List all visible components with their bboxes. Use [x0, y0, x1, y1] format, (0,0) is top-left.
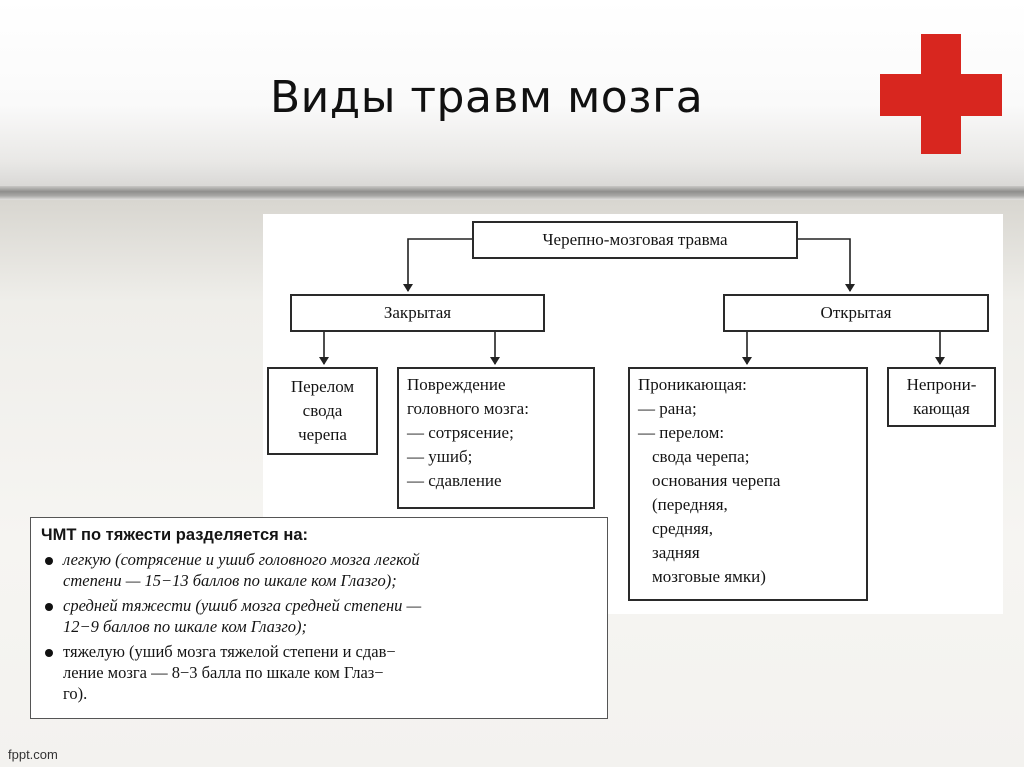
box-line: — сдавление — [407, 471, 502, 490]
arrow-root-closed — [408, 239, 472, 291]
open-box — [723, 294, 989, 332]
box-line: — сотрясение; — [407, 423, 514, 442]
nonpenetrating-box — [887, 367, 996, 427]
box-line: свода черепа; — [652, 447, 750, 466]
header-divider — [0, 186, 1024, 200]
box-line: Проникающая: — [638, 375, 747, 394]
box-line: — ушиб; — [407, 447, 473, 466]
severity-heading: ЧМТ по тяжести разделяется на: — [41, 526, 309, 544]
severity-line: степени — 15−13 баллов по шкале ком Глазго); — [63, 571, 397, 590]
severity-item-mild — [41, 549, 597, 591]
bullet-icon — [45, 649, 53, 657]
box-line: задняя — [652, 543, 700, 562]
severity-item-moderate — [41, 595, 597, 637]
box-line: черепа — [298, 425, 347, 444]
box-line: Повреждение — [407, 375, 506, 394]
bullet-icon — [45, 603, 53, 611]
root-box — [472, 221, 798, 259]
box-line: Перелом — [290, 377, 355, 396]
severity-line: легкую (сотрясение и ушиб головного мозга легкой — [63, 550, 420, 569]
box-line: средняя, — [652, 519, 714, 538]
box-line: Непрони- — [906, 375, 977, 394]
slide-title: Виды травм мозга — [270, 72, 704, 123]
severity-line: 12−9 баллов по шкале ком Глазго); — [63, 617, 308, 636]
severity-box — [30, 517, 608, 719]
box-line: основания черепа — [652, 471, 781, 490]
severity-line: тяжелую (ушиб мозга тяжелой степени и сдав− — [63, 642, 396, 661]
box-line: мозговые ямки) — [652, 567, 766, 586]
bullet-icon — [45, 557, 53, 565]
brain-damage-box — [397, 367, 595, 509]
open-label: Открытая — [820, 303, 892, 322]
box-line: — перелом: — [638, 423, 725, 442]
box-line: головного мозга: — [407, 399, 529, 418]
box-line: свода — [302, 401, 343, 420]
severity-list — [41, 549, 597, 704]
root-label: Черепно-мозговая травма — [542, 230, 728, 249]
skull-fracture-box — [267, 367, 378, 455]
box-line: кающая — [913, 399, 970, 418]
severity-line: ление мозга — 8−3 балла по шкале ком Глаз− — [63, 663, 384, 682]
penetrating-box — [628, 367, 868, 601]
box-line: — рана; — [638, 399, 697, 418]
severity-line: средней тяжести (ушиб мозга средней степени — — [63, 596, 422, 615]
severity-item-severe — [41, 641, 597, 704]
footer-watermark: fppt.com — [8, 747, 58, 762]
red-cross-icon — [880, 34, 1002, 154]
box-line: (передняя, — [652, 495, 728, 514]
severity-line: го). — [63, 684, 88, 703]
closed-label: Закрытая — [383, 303, 452, 322]
closed-box — [290, 294, 545, 332]
arrow-root-open — [798, 239, 850, 291]
